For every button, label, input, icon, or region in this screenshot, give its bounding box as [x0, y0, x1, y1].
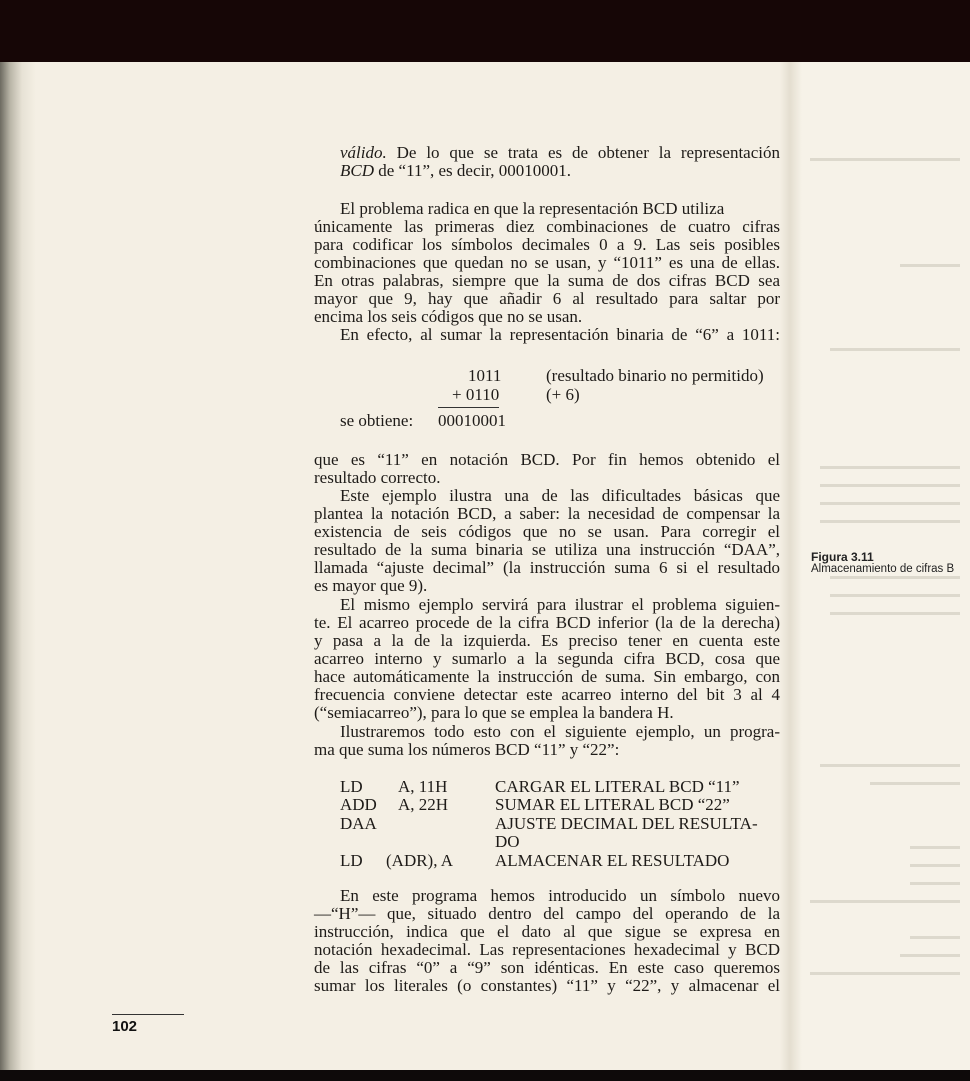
- sum-rule: [438, 407, 499, 408]
- text-line: resultado de la suma binaria se utiliza una instrucción “DAA”,: [314, 540, 780, 559]
- text-line: de las cifras “0” a “9” son idénticas. En este caso queremos: [314, 958, 780, 977]
- program-opcode: DAA: [340, 814, 377, 833]
- bleed-through-text: [790, 760, 970, 772]
- program-comment: CARGAR EL LITERAL BCD “11”: [495, 777, 740, 796]
- bleed-through-text: [790, 344, 970, 356]
- text-line: válido. De lo que se trata es de obtener la representación: [340, 143, 780, 162]
- program-comment: SUMAR EL LITERAL BCD “22”: [495, 795, 730, 814]
- text-line: —“H”— que, situado dentro del campo del operando de la: [314, 904, 780, 923]
- page-number-rule: [112, 1014, 184, 1015]
- text-line: ma que suma los números BCD “11” y “22”:: [314, 740, 620, 759]
- text-line: acarreo interno y sumarlo a la segunda cifra BCD, cosa que: [314, 649, 780, 668]
- sum-operand-1-note: (resultado binario no permitido): [546, 366, 764, 385]
- sum-operand-2: + 0110: [452, 385, 500, 404]
- text-line: existencia de seis códigos que no se usan. Para corregir el: [314, 522, 780, 541]
- page-number: 102: [112, 1018, 138, 1035]
- text-line: combinaciones que quedan no se usan, y “1011” es una de ellas.: [314, 253, 780, 272]
- program-comment: AJUSTE DECIMAL DEL RESULTA-: [495, 814, 758, 833]
- text-line: encima los seis códigos que no se usan.: [314, 307, 583, 326]
- text-line: BCD de “11”, es decir, 00010001.: [340, 161, 571, 180]
- scan-bottom-border: [0, 1070, 970, 1081]
- bleed-through-text: [790, 896, 970, 908]
- program-operand: (ADR), A: [386, 851, 454, 870]
- text-line: llamada “ajuste decimal” (la instrucción suma 6 si el resultado: [314, 558, 780, 577]
- text-line: sumar los literales (o constantes) “11” y “22”, y almacenar el: [314, 976, 780, 995]
- figure-caption: Almacenamiento de cifras B: [811, 563, 955, 575]
- bleed-through-text: [790, 590, 970, 602]
- text-line: En este programa hemos introducido un símbolo nuevo: [340, 886, 780, 905]
- bleed-through-text: [790, 778, 970, 790]
- program-comment: DO: [495, 832, 520, 851]
- program-operand: A, 11H: [398, 777, 448, 796]
- text-line: es mayor que 9).: [314, 576, 428, 595]
- text-line: El mismo ejemplo servirá para ilustrar el problema siguien-: [340, 595, 780, 614]
- program-comment: ALMACENAR EL RESULTADO: [495, 851, 730, 870]
- bleed-through-text: [790, 154, 970, 166]
- bleed-through-text: [790, 950, 970, 962]
- text-line: En otras palabras, siempre que la suma de dos cifras BCD sea: [314, 271, 780, 290]
- bleed-through-text: [790, 932, 970, 944]
- program-operand: A, 22H: [398, 795, 449, 814]
- text-line: plantea la notación BCD, a saber: la necesidad de compensar la: [314, 504, 780, 523]
- text-line: y pasa a la de la izquierda. Es preciso tener en cuenta este: [314, 631, 780, 650]
- program-opcode: LD: [340, 851, 363, 870]
- text-line: para codificar los símbolos decimales 0 a 9. Las seis posibles: [314, 235, 780, 254]
- bleed-through-text: [790, 480, 970, 492]
- text-line: El problema radica en que la representación BCD utiliza: [340, 199, 725, 218]
- text-line: mayor que 9, hay que añadir 6 al resultado para saltar por: [314, 289, 780, 308]
- text-line: te. El acarreo procede de la cifra BCD inferior (la de la derecha): [314, 613, 780, 632]
- page-gutter: [0, 62, 36, 1070]
- sum-result-label: se obtiene:: [340, 411, 414, 430]
- bleed-through-text: [790, 608, 970, 620]
- bleed-through-text: [790, 498, 970, 510]
- bleed-through-text: [790, 968, 970, 980]
- text-line: únicamente las primeras diez combinaciones de cuatro cifras: [314, 217, 780, 236]
- figure-number: Figura 3.11: [811, 550, 874, 564]
- text-line: notación hexadecimal. Las representaciones hexadecimal y BCD: [314, 940, 780, 959]
- sum-operand-1: 1011: [468, 366, 502, 385]
- text-line: En efecto, al sumar la representación binaria de “6” a 1011:: [340, 325, 780, 344]
- text-line: resultado correcto.: [314, 468, 441, 487]
- text-line: Este ejemplo ilustra una de las dificultades básicas que: [340, 486, 780, 505]
- text-line: que es “11” en notación BCD. Por fin hemos obtenido el: [314, 450, 780, 469]
- page-spine-shadow: [780, 62, 802, 1070]
- bleed-through-text: [790, 516, 970, 528]
- text-line: hace automáticamente la instrucción de suma. Sin embargo, con: [314, 667, 780, 686]
- text-line: (“semiacarreo”), para lo que se emplea la bandera H.: [314, 703, 674, 722]
- bleed-through-text: [790, 462, 970, 474]
- bleed-through-text: [790, 260, 970, 272]
- bleed-through-text: [790, 878, 970, 890]
- program-opcode: LD: [340, 777, 363, 796]
- text-line: Ilustraremos todo esto con el siguiente ejemplo, un progra-: [340, 722, 780, 741]
- sum-result: 00010001: [438, 411, 506, 430]
- scan-top-border: [0, 0, 970, 62]
- sum-operand-2-note: (+ 6): [546, 385, 580, 404]
- text-line: instrucción, indica que el dato al que sigue se expresa en: [314, 922, 780, 941]
- text-line: frecuencia conviene detectar este acarreo interno del bit 3 al 4: [314, 685, 780, 704]
- bleed-through-text: [790, 860, 970, 872]
- program-opcode: ADD: [340, 795, 377, 814]
- bleed-through-text: [790, 842, 970, 854]
